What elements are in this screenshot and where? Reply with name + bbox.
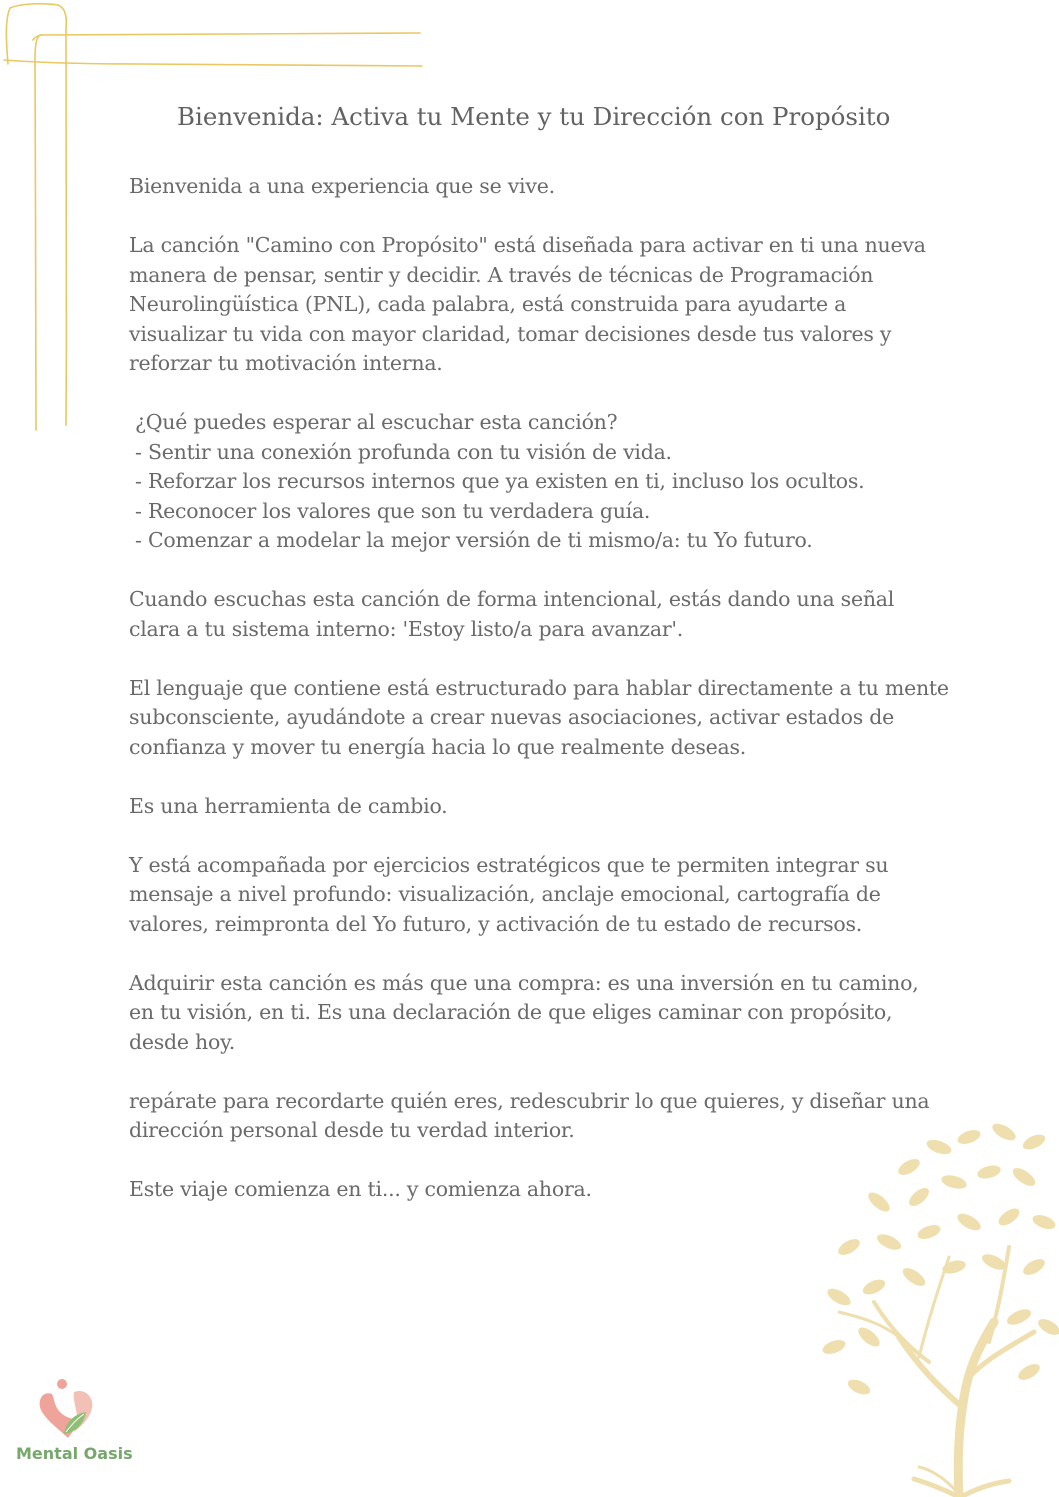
document-page	[129, 100, 949, 1234]
prepare-paragraph: repárate para recordarte quién eres, redescubrir lo que quieres, y diseñar una dirección personal desde tu verdad interior.	[129, 1088, 930, 1142]
intentional-listening-paragraph: Cuando escuchas esta canción de forma intencional, estás dando una señal clara a tu sistema interno: 'Estoy listo/a para avanzar'.	[129, 587, 895, 641]
language-paragraph: El lenguaje que contiene está estructurado para hablar directamente a tu mente subconsciente, ayudándote a crear nuevas asociaciones, activar estados de confianza y mover tu energía hacia lo que realmente deseas.	[129, 675, 949, 759]
song-description-paragraph: La canción "Camino con Propósito" está diseñada para activar en ti una nueva manera de pensar, sentir y decidir. A través de técnicas de Programación Neurolingüística (PNL), cada palabra, está construida para ayudarte a visualizar tu vida con mayor claridad, tomar decisiones desde tus valores y reforzar tu motivación interna.	[129, 233, 926, 375]
closing-paragraph: Este viaje comienza en ti... y comienza ahora.	[129, 1177, 592, 1201]
page-title: Bienvenida: Activa tu Mente y tu Dirección con Propósito	[177, 102, 891, 131]
change-tool-paragraph: Es una herramienta de cambio.	[129, 793, 448, 818]
heart-person-leaf-icon	[38, 1376, 98, 1442]
list-item: - Reforzar los recursos internos que ya existen en ti, incluso los ocultos.	[135, 469, 865, 493]
expectations-list	[129, 408, 949, 556]
exercises-paragraph: Y está acompañada por ejercicios estratégicos que te permiten integrar su mensaje a nivel profundo: visualización, anclaje emocional, cartografía de valores, reimpronta del Yo futuro, y activación de tu estado de recursos.	[129, 852, 889, 936]
investment-paragraph: Adquirir esta canción es más que una compra: es una inversión en tu camino, en tu visión, en ti. Es una declaración de que eliges caminar con propósito, desde hoy.	[129, 970, 919, 1054]
list-item: - Sentir una conexión profunda con tu visión de vida.	[135, 439, 672, 464]
brand-name: Mental Oasis	[16, 1444, 133, 1463]
brand-logo	[16, 1376, 133, 1476]
list-item: - Reconocer los valores que son tu verdadera guía.	[135, 498, 651, 523]
expectations-question: ¿Qué puedes esperar al escuchar esta canción?	[135, 410, 618, 434]
intro-paragraph: Bienvenida a una experiencia que se vive.	[129, 174, 555, 198]
list-item: - Comenzar a modelar la mejor versión de ti mismo/a: tu Yo futuro.	[135, 528, 813, 552]
